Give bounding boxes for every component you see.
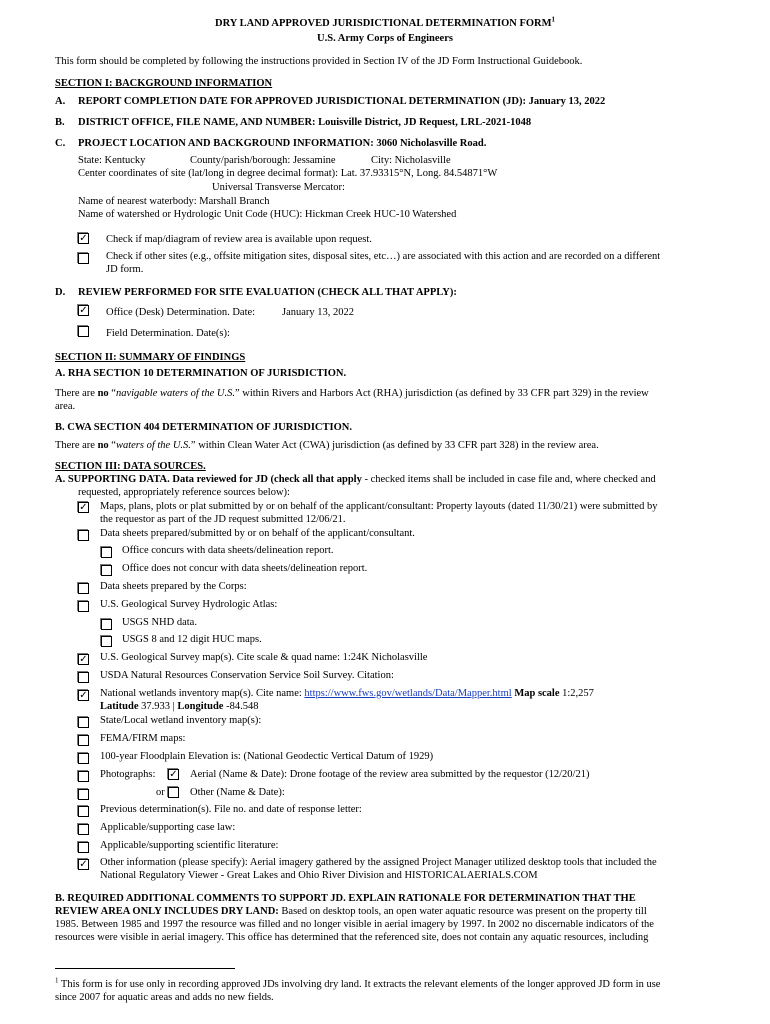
office-not-concur-label: Office does not concur with data sheets/delineation report. [122,563,368,574]
cwa-no: no [97,440,109,451]
other-sites-label: Check if other sites (e.g., offsite mitigation sites, disposal sites, etc…) are associated with this action and are recorded on a different [106,251,661,262]
other-sites-label-cont: JD form. [106,264,144,275]
data-sheets-label: Data sheets prepared/submitted by or on behalf of the applicant/consultant. [100,528,415,539]
footnote-mark: 1 [55,976,59,985]
fema-label: FEMA/FIRM maps: [100,733,186,744]
checkbox-office-concurs[interactable] [101,547,112,558]
checkbox-previous-determination[interactable] [78,806,89,817]
usgs-atlas-label: U.S. Geological Survey Hydrologic Atlas: [100,599,278,610]
checkbox-usgs-atlas[interactable] [78,601,89,612]
agency-name: U.S. Army Corps of Engineers [317,33,453,44]
photographs-label: Photographs: [100,769,156,780]
maps-plans-label: Maps, plans, plots or plat submitted by or on behalf of the applicant/consultant: Property layouts (dated 11/30/21) were submitted by [100,501,658,512]
additional-comments-heading: B. REQUIRED ADDITIONAL COMMENTS TO SUPPORT JD. EXPLAIN RATIONALE FOR DETERMINATION THAT THE [55,893,636,904]
checkbox-office-not-concur[interactable] [101,565,112,576]
rha-text-cont: area. [55,401,76,412]
previous-determination-label: Previous determination(s). File no. and date of response letter: [100,804,362,815]
checkbox-other-photo[interactable] [168,787,179,798]
waterbody-field: Name of nearest waterbody: Marshall Branch [78,196,270,207]
checkbox-field-determination[interactable] [78,326,89,337]
watershed-field: Name of watershed or Hydrologic Unit Code (HUC): Hickman Creek HUC-10 Watershed [78,209,457,220]
checkbox-usgs-map[interactable]: ✓ [79,654,88,665]
case-law-label: Applicable/supporting case law: [100,822,236,833]
checkbox-other-sites[interactable] [78,253,89,264]
additional-comments-line1 [55,905,647,918]
other-information-label-cont: National Regulatory Viewer - Great Lakes and Ohio River Division and HISTORICALAERIALS.COM [100,870,538,881]
supporting-data-bold: A. SUPPORTING DATA. Data reviewed for JD (check all that apply [55,474,362,485]
additional-comments-line2: 1985. Between 1985 and 1997 the resource was filled and no longer visible in aerial imagery by 1997. In 2002 no discernable indicators of the [55,919,654,930]
section-2-heading: SECTION II: SUMMARY OF FINDINGS [55,352,246,363]
rha-no: no [97,388,109,399]
checkbox-data-sheets[interactable] [78,530,89,541]
longitude-value: -84.548 [223,701,259,712]
additional-comments-heading-cont: REVIEW AREA ONLY INCLUDES DRY LAND: [55,906,279,917]
usgs-nhd-label: USGS NHD data. [122,617,197,628]
longitude-label: Longitude [177,701,224,712]
map-available-label: Check if map/diagram of review area is available upon request. [106,234,372,245]
item-b-letter: B. [55,117,65,128]
report-date: REPORT COMPLETION DATE FOR APPROVED JURISDICTIONAL DETERMINATION (JD): January 13, 2022 [78,96,606,107]
cwa-heading: B. CWA SECTION 404 DETERMINATION OF JURISDICTION. [55,422,352,433]
checkbox-huc-maps[interactable] [101,636,112,647]
item-c-letter: C. [55,138,66,149]
item-d-letter: D. [55,287,66,298]
checkbox-usgs-nhd[interactable] [101,619,112,630]
utm-field: Universal Transverse Mercator: [212,182,345,193]
checkbox-aerial[interactable]: ✓ [169,769,178,780]
checkbox-office-desk[interactable]: ✓ [79,305,88,316]
footnote-text1: This form is for use only in recording approved JDs involving dry land. It extracts the relevant elements of the longer approved JD form in use [58,979,661,990]
checkbox-soil-survey[interactable] [78,672,89,683]
cwa-post: ” within Clean Water Act (CWA) jurisdiction (as defined by 33 CFR part 328) in the review area. [190,440,599,451]
county-field: County/parish/borough: Jessamine [190,155,336,166]
latitude-label: Latitude [100,701,139,712]
city-field: City: Nicholasville [371,155,451,166]
nwi-scale-value: 1:2,257 [559,688,594,699]
state-local-label: State/Local wetland inventory map(s): [100,715,262,726]
checkbox-photo-spacer[interactable] [78,789,89,800]
checkbox-photographs[interactable] [78,771,89,782]
nwi-latlong [100,700,258,713]
field-determination-label: Field Determination. Date(s): [106,328,230,339]
project-location: PROJECT LOCATION AND BACKGROUND INFORMATION: 3060 Nicholasville Road. [78,138,487,149]
rha-quote: “ [108,388,116,399]
office-desk-date: January 13, 2022 [282,307,355,318]
other-information-label: Other information (please specify): Aerial imagery gathered by the assigned Project Manager utilized desktop tools that included the [100,857,657,868]
item-a-letter: A. [55,96,66,107]
checkbox-corps-sheets[interactable] [78,583,89,594]
maps-plans-label-cont: the requestor as part of the JD request submitted 12/06/21. [100,514,346,525]
supporting-data-heading [55,473,656,486]
office-concurs-label: Office concurs with data sheets/delineation report. [122,545,334,556]
nwi-label [100,687,594,700]
additional-comments-text1: Based on desktop tools, an open water aquatic resource was present on the property till [278,906,647,917]
office-desk-label: Office (Desk) Determination. Date: [106,307,256,318]
additional-comments-line3: resources were visible in aerial imagery. This office has determined that the referenced site, does not contain any aquatic resources, including [55,932,649,943]
scientific-literature-label: Applicable/supporting scientific literature: [100,840,279,851]
usgs-map-label: U.S. Geological Survey map(s). Cite scale & quad name: 1:24K Nicholasville [100,652,428,663]
huc-maps-label: USGS 8 and 12 digit HUC maps. [122,634,262,645]
state-field: State: Kentucky [78,155,146,166]
title-footnote-mark: 1 [551,15,556,24]
intro-text: This form should be completed by following the instructions provided in Section IV of the JD Form Instructional Guidebook. [55,56,583,67]
or-label: or [156,787,165,798]
supporting-data-cont: requested, appropriately reference sources below): [78,487,290,498]
checkbox-scientific-literature[interactable] [78,842,89,853]
checkbox-nwi[interactable]: ✓ [79,690,88,701]
checkbox-map-available[interactable]: ✓ [79,233,88,244]
section-3-heading: SECTION III: DATA SOURCES. [55,461,206,472]
latitude-value: 37.933 | [138,701,178,712]
rha-waters: navigable waters of the U.S. [115,388,235,399]
checkbox-floodplain[interactable] [78,753,89,764]
checkbox-other-information[interactable]: ✓ [79,859,88,870]
review-performed-heading: REVIEW PERFORMED FOR SITE EVALUATION (CHECK ALL THAT APPLY): [78,287,457,298]
section-1-heading: SECTION I: BACKGROUND INFORMATION [55,78,273,89]
aerial-label: Aerial (Name & Date): Drone footage of the review area submitted by the requestor (12/20/21) [190,769,590,780]
district-office: DISTRICT OFFICE, FILE NAME, AND NUMBER: Louisville District, JD Request, LRL-2021-1048 [78,117,532,128]
rha-heading: A. RHA SECTION 10 DETERMINATION OF JURISDICTION. [55,368,347,379]
nwi-scale-label: Map scale [511,688,560,699]
cwa-waters: waters of the U.S. [115,440,191,451]
rha-pre: There are [55,388,98,399]
nwi-link[interactable]: https://www.fws.gov/wetlands/Data/Mapper.html [304,688,512,699]
checkbox-state-local[interactable] [78,717,89,728]
rha-text [55,387,649,400]
coordinates-field: Center coordinates of site (lat/long in degree decimal format): Lat. 37.93315°N, Long. 84.54871°W [78,168,498,179]
floodplain-label: 100-year Floodplain Elevation is: (National Geodectic Vertical Datum of 1929) [100,751,434,762]
cwa-pre: There are [55,440,98,451]
title-text: DRY LAND APPROVED JURISDICTIONAL DETERMINATION FORM [214,18,552,29]
checkbox-fema[interactable] [78,735,89,746]
soil-survey-label: USDA Natural Resources Conservation Service Soil Survey. Citation: [100,670,394,681]
footnote-line1 [55,978,660,991]
cwa-quote: “ [108,440,116,451]
nwi-pre: National wetlands inventory map(s). Cite name: [100,688,305,699]
checkbox-maps-plans[interactable]: ✓ [79,502,88,513]
footnote-line2: since 2007 for aquatic areas and adds no new fields. [55,992,274,1003]
other-photo-label: Other (Name & Date): [190,787,285,798]
cwa-text [55,439,599,452]
supporting-data-rest: - checked items shall be included in case file and, where checked and [361,474,656,485]
footnote-divider [55,968,235,969]
corps-sheets-label: Data sheets prepared by the Corps: [100,581,247,592]
rha-post: ” within Rivers and Harbors Act (RHA) jurisdiction (as defined by 33 CFR part 329) in the review [234,388,649,399]
form-title [0,17,770,30]
checkbox-case-law[interactable] [78,824,89,835]
